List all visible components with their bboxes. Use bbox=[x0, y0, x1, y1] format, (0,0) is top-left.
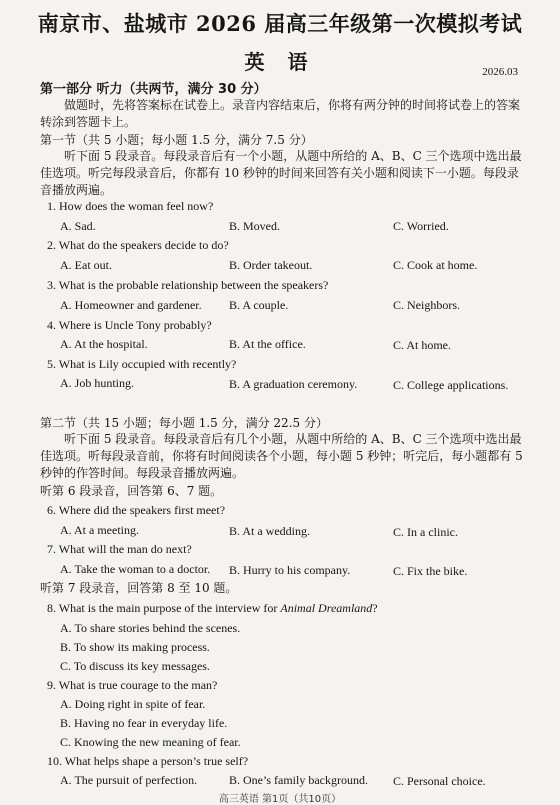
sec2-instructions: 听下面 5 段录音。每段录音后有几个小题，从题中所给的 A、B、C 三个选项中选出最佳选项。听每段录音前，你将有时间阅读各个小题，每小题 5 秒钟；听完后，每小题都有 5 秒钟的作答时间。每段录音播放两遍。 bbox=[40, 432, 523, 480]
q8-stem-end: ? bbox=[372, 601, 378, 615]
listen-6-instruction: 听第 6 段录音，回答第 6、7 题。 bbox=[40, 484, 223, 498]
question-10: 10. What helps shape a person’s true self? bbox=[47, 754, 249, 768]
q10-option-c: C. Personal choice. bbox=[393, 774, 486, 788]
q8-option-a: A. To share stories behind the scenes. bbox=[60, 621, 241, 635]
page-footer: 高三英语 第1页（共10页） bbox=[218, 794, 342, 805]
q7-option-b: B. Hurry to his company. bbox=[229, 563, 351, 577]
q10-option-b: B. One’s family background. bbox=[229, 773, 368, 787]
q6-option-b: B. At a wedding. bbox=[229, 524, 310, 538]
q9-option-b: B. Having no fear in everyday life. bbox=[60, 716, 228, 730]
q10-option-a: A. The pursuit of perfection. bbox=[60, 773, 198, 787]
sec2-heading: 第二节（共 15 小题；每小题 1.5 分，满分 22.5 分） bbox=[40, 416, 328, 430]
q5-option-c: C. College applications. bbox=[393, 378, 509, 392]
q8-option-b: B. To show its making process. bbox=[60, 640, 210, 654]
q9-option-c: C. Knowing the new meaning of fear. bbox=[60, 735, 241, 749]
q2-option-a: A. Eat out. bbox=[60, 258, 112, 272]
q6-option-c: C. In a clinic. bbox=[393, 525, 458, 539]
q7-option-c: C. Fix the bike. bbox=[393, 564, 468, 578]
q5-option-a: A. Job hunting. bbox=[60, 376, 135, 390]
part1-intro: 做题时，先将答案标在试卷上。录音内容结束后，你将有两分钟的时间将试卷上的答案转涂到答题卡上。 bbox=[40, 98, 521, 129]
q7-option-a: A. Take the woman to a doctor. bbox=[60, 562, 211, 576]
question-4: 4. Where is Uncle Tony probably? bbox=[47, 318, 212, 332]
q1-option-a: A. Sad. bbox=[60, 219, 96, 233]
q1-option-c: C. Worried. bbox=[393, 219, 449, 233]
part1-heading: 第一部分 听力（共两节，满分 30 分） bbox=[40, 82, 267, 97]
q2-option-b: B. Order takeout. bbox=[229, 258, 313, 272]
subject-title: 英 语 bbox=[244, 50, 316, 74]
question-6: 6. Where did the speakers first meet? bbox=[47, 503, 226, 517]
q6-option-a: A. At a meeting. bbox=[60, 523, 139, 537]
q8-film-title: Animal Dreamland bbox=[280, 601, 373, 615]
q2-option-c: C. Cook at home. bbox=[393, 258, 478, 272]
question-1: 1. How does the woman feel now? bbox=[47, 199, 214, 213]
sec1-heading: 第一节（共 5 小题；每小题 1.5 分，满分 7.5 分） bbox=[40, 133, 313, 147]
question-9: 9. What is true courage to the man? bbox=[47, 678, 218, 692]
q3-option-b: B. A couple. bbox=[229, 298, 289, 312]
exam-date: 2026.03 bbox=[482, 66, 518, 78]
question-3: 3. What is the probable relationship between the speakers? bbox=[47, 278, 329, 292]
q4-option-c: C. At home. bbox=[393, 338, 452, 352]
q9-option-a: A. Doing right in spite of fear. bbox=[60, 697, 206, 711]
q3-option-a: A. Homeowner and gardener. bbox=[60, 298, 202, 312]
q4-option-a: A. At the hospital. bbox=[60, 337, 148, 351]
q4-option-b: B. At the office. bbox=[229, 337, 306, 351]
sec1-instructions: 听下面 5 段录音。每段录音后有一个小题，从题中所给的 A、B、C 三个选项中选出最佳选项。听完每段录音后，你都有 10 秒钟的时间来回答有关小题和阅读下一小题。每段录音播放两遍。 bbox=[40, 149, 522, 197]
q3-option-c: C. Neighbors. bbox=[393, 298, 460, 312]
q5-option-b: B. A graduation ceremony. bbox=[229, 377, 358, 391]
exam-title: 南京市、盐城市 2026 届高三年级第一次模拟考试 bbox=[37, 11, 523, 36]
q8-option-c: C. To discuss its key messages. bbox=[60, 659, 210, 673]
q1-option-b: B. Moved. bbox=[229, 219, 280, 233]
question-8 bbox=[47, 601, 378, 616]
question-2: 2. What do the speakers decide to do? bbox=[47, 238, 229, 252]
listen-7-instruction: 听第 7 段录音，回答第 8 至 10 题。 bbox=[40, 581, 238, 595]
question-5: 5. What is Lily occupied with recently? bbox=[47, 357, 237, 371]
q8-stem-start: 8. What is the main purpose of the interview for bbox=[47, 601, 281, 615]
question-7: 7. What will the man do next? bbox=[47, 542, 192, 556]
